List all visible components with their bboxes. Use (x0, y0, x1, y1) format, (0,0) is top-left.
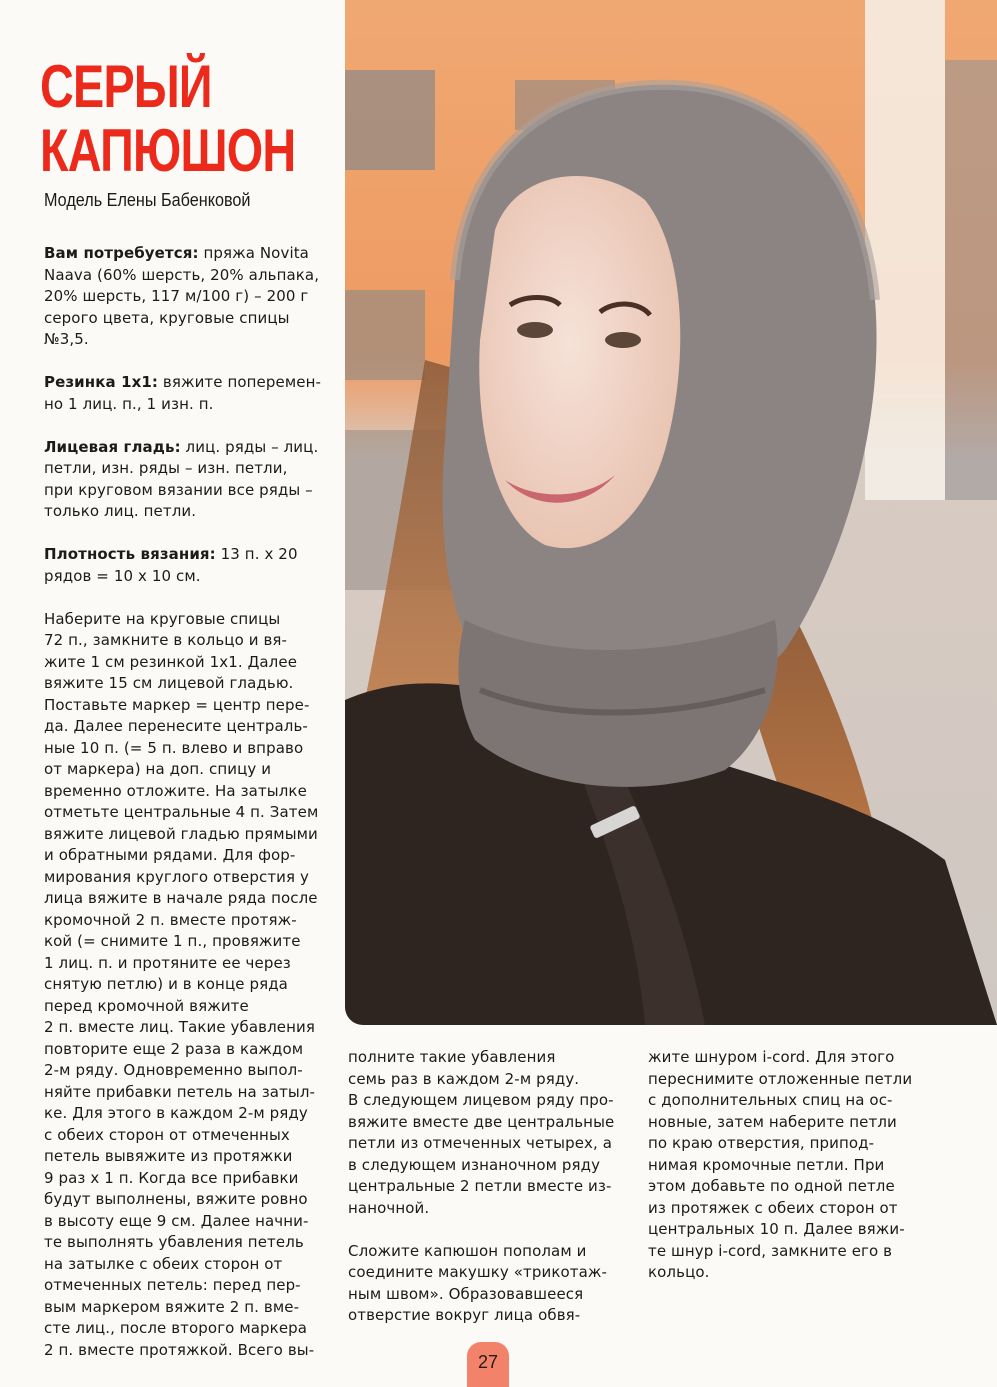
text-line: те выполнять убавления петель (44, 1233, 304, 1251)
text-line: ные 10 п. (= 5 п. влево и вправо (44, 738, 304, 757)
text-line: центральных 10 п. Далее вяжи- (648, 1220, 905, 1238)
text-line: вяжите поперемен- (162, 373, 322, 391)
text-line: кольцо. (648, 1263, 710, 1281)
author-credit: Модель Елены Бабенковой (44, 190, 251, 210)
page-number: 27 (467, 1342, 509, 1387)
text-line: №3,5. (44, 330, 89, 348)
text-line: рядов = 10 х 10 см. (44, 566, 201, 585)
text-line: этом добавьте по одной петле (648, 1177, 895, 1195)
text-line: петли, изн. ряды – изн. петли, (44, 459, 288, 477)
text-line: 2 п. вместе лиц. Такие убавления (44, 1018, 316, 1036)
title-line-1: СЕРЫЙ (40, 53, 212, 120)
stockinette-paragraph (44, 437, 334, 523)
text-line: перед кромочной вяжите (44, 996, 249, 1015)
text-line: временно отложите. На затылке (44, 781, 307, 800)
rib-label: Резинка 1x1: (44, 373, 159, 391)
text-line: но 1 лиц. п., 1 изн. п. (44, 394, 214, 413)
instructions-paragraph (348, 1047, 628, 1219)
text-line: в высоту еще 9 см. Далее начни- (44, 1211, 309, 1230)
text-line: от маркера) на доп. спицу и (44, 760, 272, 778)
text-line: с обеих сторон от отмеченных (44, 1125, 290, 1144)
column-right (648, 1047, 938, 1305)
text-line: жите 1 см резинкой 1x1. Далее (44, 652, 298, 671)
text-line: кромочной 2 п. вместе протяж- (44, 910, 297, 929)
text-line: по краю отверстия, припод- (648, 1134, 875, 1152)
text-line: отверстие вокруг лица обвя- (348, 1306, 581, 1324)
text-line: соедините макушку «трикотаж- (348, 1263, 608, 1281)
text-line: семь раз в каждом 2-м ряду. (348, 1069, 580, 1088)
text-line: из протяжек с обеих сторон от (648, 1198, 898, 1217)
text-line: 2 п. вместе протяжкой. Всего вы- (44, 1340, 315, 1359)
text-line: ным швом». Образовавшееся (348, 1284, 584, 1303)
text-line: лиц. ряды – лиц. (185, 437, 319, 456)
rib-paragraph (44, 372, 334, 415)
icord-paragraph (648, 1047, 938, 1284)
text-line: при круговом вязании все ряды – (44, 480, 313, 499)
text-line: сте лиц., после второго маркера (44, 1319, 308, 1337)
text-line: 1 лиц. п. и протяните ее через (44, 953, 291, 972)
text-line: да. Далее перенесите централь- (44, 717, 308, 735)
text-line: новные, затем наберите петли (648, 1112, 897, 1131)
gauge-paragraph (44, 544, 334, 587)
text-line: кой (= снимите 1 п., провяжите (44, 932, 301, 950)
text-line: пряжа Novita (203, 244, 309, 262)
column-left (44, 243, 334, 1383)
text-line: повторите еще 2 раза в каждом (44, 1039, 304, 1058)
title-line-2: КАПЮШОН (40, 117, 296, 184)
model-photo (345, 0, 997, 1025)
text-line: В следующем лицевом ряду про- (348, 1091, 614, 1109)
instructions-paragraph (44, 609, 334, 1362)
text-line: на затылке с обеих сторон от (44, 1254, 283, 1273)
text-line: 9 раз х 1 п. Когда все прибавки (44, 1168, 299, 1187)
text-line: Поставьте маркер = центр пере- (44, 695, 310, 714)
text-line: центральные 2 петли вместе из- (348, 1177, 612, 1195)
text-line: петель вывяжите из протяжки (44, 1147, 293, 1165)
text-line: наночной. (348, 1198, 430, 1217)
assembly-paragraph (348, 1241, 628, 1327)
text-line: Наберите на круговые спицы (44, 609, 281, 628)
gauge-label: Плотность вязания: (44, 545, 216, 563)
text-line: жите шнуром i-cord. Для этого (648, 1048, 895, 1066)
text-line: мирования круглого отверстия у (44, 867, 309, 886)
text-line: с дополнительных спиц на ос- (648, 1091, 893, 1109)
text-line: в следующем изнаночном ряду (348, 1155, 601, 1174)
text-line: петли из отмеченных четырех, а (348, 1134, 613, 1152)
text-line: те шнур i-cord, замкните его в (648, 1241, 893, 1260)
text-line: няйте прибавки петель на затыл- (44, 1082, 316, 1101)
text-line: вяжите лицевой гладью прямыми (44, 824, 318, 843)
text-line: только лиц. петли. (44, 502, 197, 520)
text-line: будут выполнены, вяжите ровно (44, 1190, 308, 1208)
text-line: полните такие убавления (348, 1048, 556, 1066)
text-line: переснимите отложенные петли (648, 1069, 913, 1088)
text-line: 2-м ряду. Одновременно выпол- (44, 1061, 303, 1079)
text-line: отмеченных петель: перед пер- (44, 1276, 301, 1294)
text-line: Сложите капюшон пополам и (348, 1241, 587, 1260)
text-line: вым маркером вяжите 2 п. вме- (44, 1297, 300, 1316)
text-line: отметьте центральные 4 п. Затем (44, 803, 319, 821)
text-line: Naava (60% шерсть, 20% альпака, (44, 265, 320, 284)
text-line: ке. Для этого в каждом 2-м ряду (44, 1104, 308, 1122)
text-line: 72 п., замкните в кольцо и вя- (44, 631, 288, 649)
text-line: вяжите вместе две центральные (348, 1112, 615, 1131)
text-line: лица вяжите в начале ряда после (44, 889, 318, 907)
materials-paragraph (44, 243, 334, 351)
text-line: 13 п. х 20 (220, 545, 298, 563)
materials-label: Вам потребуется: (44, 244, 199, 262)
text-line: 20% шерсть, 117 м/100 г) – 200 г (44, 287, 309, 305)
text-line: снятую петлю) и в конце ряда (44, 975, 288, 993)
article-title (40, 55, 295, 183)
text-line: серого цвета, круговые спицы (44, 308, 290, 327)
text-line: и обратными рядами. Для фор- (44, 846, 296, 864)
photo-illustration (345, 0, 997, 1025)
stockinette-label: Лицевая гладь: (44, 437, 181, 456)
text-line: вяжите 15 см лицевой гладью. (44, 674, 294, 692)
column-middle (348, 1047, 628, 1348)
text-line: нимая кромочные петли. При (648, 1155, 885, 1174)
